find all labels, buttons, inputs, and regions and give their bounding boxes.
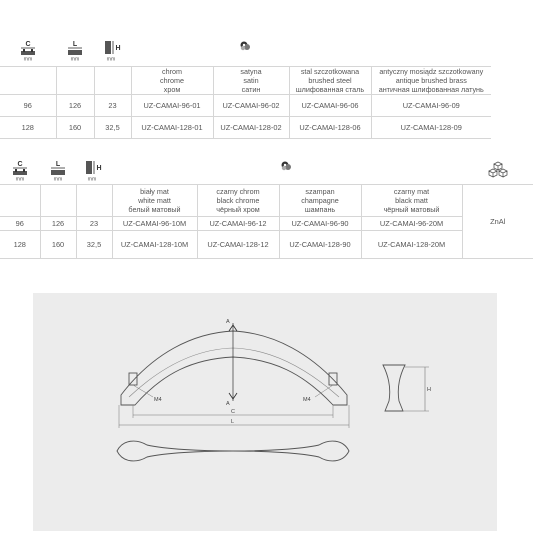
product-code: UZ-CAMAI-96-06 [289, 94, 371, 116]
screw-label-right: M4 [303, 397, 311, 403]
l-dimension-icon [64, 39, 86, 61]
finish-antique-brass: antyczny mosiądz szczotkowany antique brushed brass античная шлифованная латунь [371, 66, 491, 94]
finish-black-chrome: czarny chrom black chrome чёрный хром [197, 184, 279, 216]
product-code: UZ-CAMAI-96-02 [213, 94, 289, 116]
handle-top-outline [117, 441, 349, 461]
h-dimension-header [94, 34, 131, 66]
material-value: ZnAl [462, 184, 533, 258]
c-dimension-icon [9, 159, 31, 181]
h-dimension-icon [102, 39, 124, 61]
product-table-color-finishes [0, 156, 533, 259]
cell-c: 96 [0, 216, 40, 230]
product-code: UZ-CAMAI-128-12 [197, 230, 279, 258]
svg-text:L: L [72, 40, 78, 48]
svg-text:mm: mm [15, 176, 25, 181]
h-dimension-header [76, 156, 112, 184]
dim-c-label: C [231, 409, 235, 415]
finish-header [112, 156, 462, 184]
cell-h: 32,5 [94, 116, 131, 138]
cell-c: 128 [0, 116, 56, 138]
svg-text:H: H [114, 44, 121, 52]
svg-text:mm: mm [106, 56, 115, 61]
empty-cell [40, 184, 76, 216]
l-dimension-icon [47, 159, 69, 181]
cell-l: 160 [40, 230, 76, 258]
dim-l-label: L [231, 419, 235, 425]
cell-l: 126 [56, 94, 94, 116]
cell-l: 160 [56, 116, 94, 138]
c-dimension-icon [17, 39, 39, 61]
product-code: UZ-CAMAI-128-20M [361, 230, 462, 258]
technical-drawing-panel [33, 293, 497, 531]
table-row [0, 116, 491, 138]
empty-cell [76, 184, 112, 216]
cell-c: 96 [0, 94, 56, 116]
product-code: UZ-CAMAI-96-12 [197, 216, 279, 230]
svg-text:H: H [96, 164, 102, 172]
product-code: UZ-CAMAI-96-10M [112, 216, 197, 230]
section-mark-bottom: A [226, 401, 230, 407]
product-code: UZ-CAMAI-128-09 [371, 116, 491, 138]
product-code: UZ-CAMAI-128-06 [289, 116, 371, 138]
cell-c: 128 [0, 230, 40, 258]
product-code: UZ-CAMAI-96-09 [371, 94, 491, 116]
empty-cell [94, 66, 131, 94]
screw-label-left: M4 [154, 397, 162, 403]
svg-text:L: L [55, 160, 61, 168]
handle-front-outline [121, 331, 347, 405]
empty-cell [0, 66, 56, 94]
product-code: UZ-CAMAI-96-20M [361, 216, 462, 230]
product-code: UZ-CAMAI-128-10M [112, 230, 197, 258]
cell-h: 23 [94, 94, 131, 116]
empty-cell [0, 184, 40, 216]
product-code: UZ-CAMAI-128-90 [279, 230, 361, 258]
dim-h-label: H [427, 387, 431, 393]
technical-drawing [33, 293, 497, 531]
h-dimension-icon [83, 159, 105, 181]
finish-white-matt: biały mat white matt белый матовый [112, 184, 197, 216]
l-dimension-header [56, 34, 94, 66]
empty-cell [56, 66, 94, 94]
c-dimension-header [0, 156, 40, 184]
svg-text:C: C [17, 160, 23, 168]
finish-swatch-icon [239, 40, 251, 52]
table-row [0, 230, 533, 258]
table-row [0, 94, 491, 116]
svg-text:C: C [25, 40, 31, 48]
svg-text:mm: mm [53, 176, 63, 181]
product-code: UZ-CAMAI-96-01 [131, 94, 213, 116]
l-dimension-header [40, 156, 76, 184]
product-code: UZ-CAMAI-128-02 [213, 116, 289, 138]
product-code: UZ-CAMAI-128-01 [131, 116, 213, 138]
c-dimension-header [0, 34, 56, 66]
finish-satin: satyna satin сатин [213, 66, 289, 94]
svg-text:mm: mm [87, 176, 97, 181]
cell-l: 126 [40, 216, 76, 230]
material-header [462, 156, 533, 184]
material-cubes-icon [488, 161, 508, 179]
cell-h: 32,5 [76, 230, 112, 258]
finish-champagne: szampan champagne шампань [279, 184, 361, 216]
product-table-metal-finishes [0, 34, 491, 139]
table-row [0, 216, 533, 230]
handle-side-outline [383, 365, 405, 411]
finish-header [131, 34, 491, 66]
finish-black-matt: czarny mat black matt чёрный матовый [361, 184, 462, 216]
cell-h: 23 [76, 216, 112, 230]
product-code: UZ-CAMAI-96-90 [279, 216, 361, 230]
svg-text:mm: mm [70, 56, 80, 61]
section-mark-top: A [226, 319, 230, 325]
svg-text:mm: mm [23, 56, 33, 61]
finish-chrome: chrom chrome хром [131, 66, 213, 94]
finish-swatch-icon [280, 160, 292, 172]
finish-brushed-steel: stal szczotkowana brushed steel шлифованная сталь [289, 66, 371, 94]
